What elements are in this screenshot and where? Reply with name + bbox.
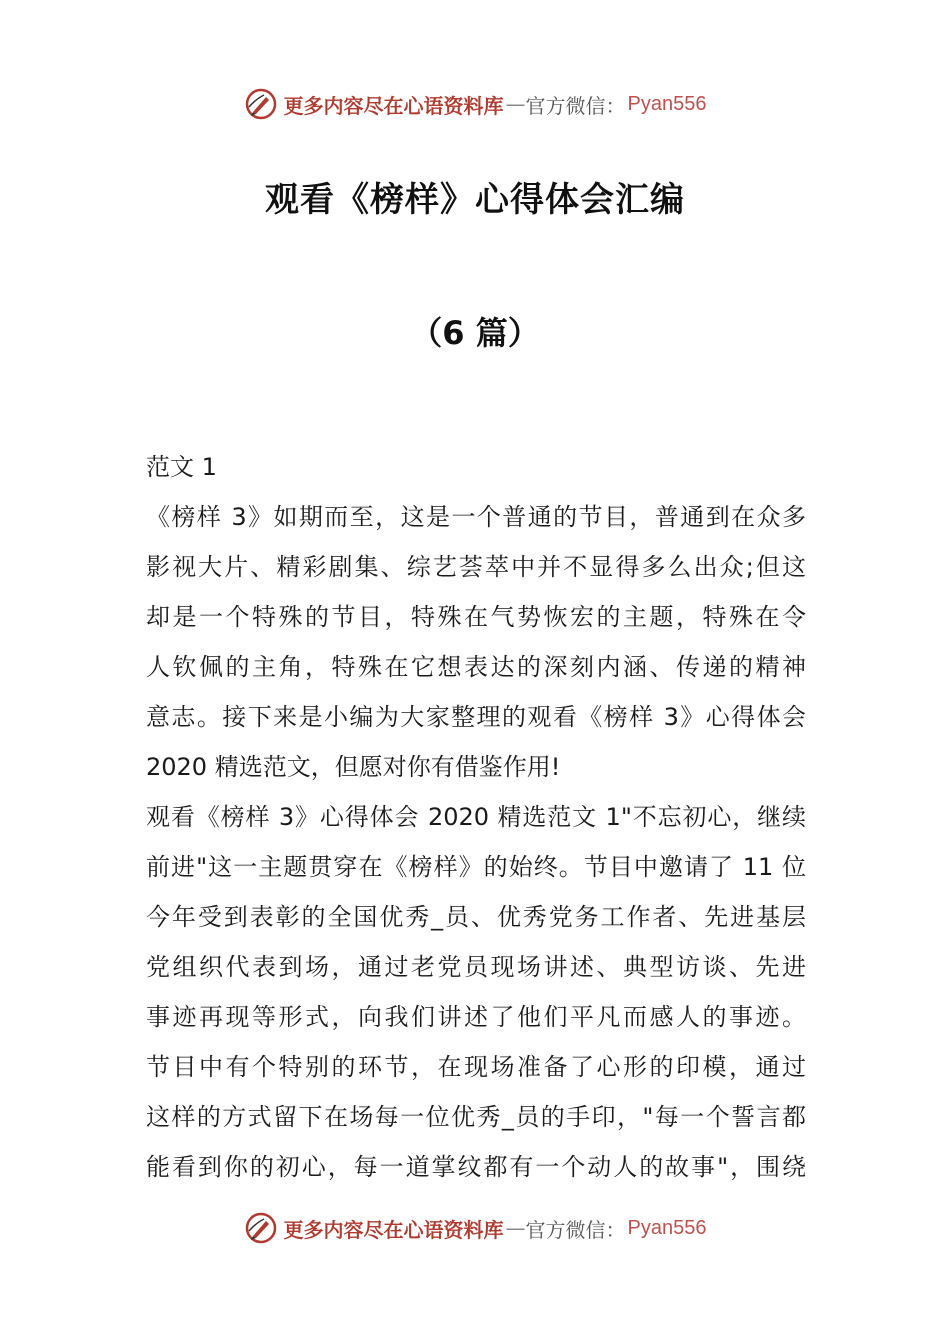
document-subtitle: （6 篇） [410,314,540,352]
body-line: 前进"这一主题贯穿在《榜样》的始终。节目中邀请了 11 位 [146,853,806,881]
section-heading: 范文 1 [146,453,217,481]
banner-brand-text: 更多内容尽在心语资料库 [283,93,504,118]
body-line: 2020 精选范文，但愿对你有借鉴作用! [146,753,561,781]
pen-logo-icon [244,1211,278,1245]
body-line: 这样的方式留下在场每一位优秀_员的手印，"每一个誓言都 [146,1103,806,1131]
document-body [146,442,806,1192]
body-line: 影视大片、精彩剧集、综艺荟萃中并不显得多么出众;但这 [146,553,806,581]
body-line: 党组织代表到场，通过老党员现场讲述、典型访谈、先进 [146,953,806,981]
body-line: 《榜样 3》如期而至，这是一个普通的节目，普通到在众多 [146,503,806,531]
banner-wechat-id: Pyan556 [627,92,707,115]
banner-dash: — [505,92,524,116]
body-line: 却是一个特殊的节目，特殊在气势恢宏的主题，特殊在令 [146,603,806,631]
header-banner [0,82,950,126]
body-line: 人钦佩的主角，特殊在它想表达的深刻内涵、传递的精神 [146,653,806,681]
body-line: 节目中有个特别的环节，在现场准备了心形的印模，通过 [146,1053,806,1081]
body-line: 今年受到表彰的全国优秀_员、优秀党务工作者、先进基层 [146,903,806,931]
banner-dash: — [505,1216,524,1240]
banner-wechat-id: Pyan556 [627,1216,707,1239]
banner-wechat-label: 官方微信： [525,93,626,118]
banner-wechat-label: 官方微信： [525,1217,626,1242]
banner-brand-text: 更多内容尽在心语资料库 [283,1217,504,1242]
footer-banner [0,1206,950,1250]
body-line: 能看到你的初心，每一道掌纹都有一个动人的故事"，围绕 [146,1153,806,1181]
document-title: 观看《榜样》心得体会汇编 [265,180,685,220]
body-line: 意志。接下来是小编为大家整理的观看《榜样 3》心得体会 [146,703,806,731]
body-line: 观看《榜样 3》心得体会 2020 精选范文 1"不忘初心，继续 [146,803,806,831]
body-line: 事迹再现等形式，向我们讲述了他们平凡而感人的事迹。 [146,1003,806,1031]
pen-logo-icon [244,87,278,121]
